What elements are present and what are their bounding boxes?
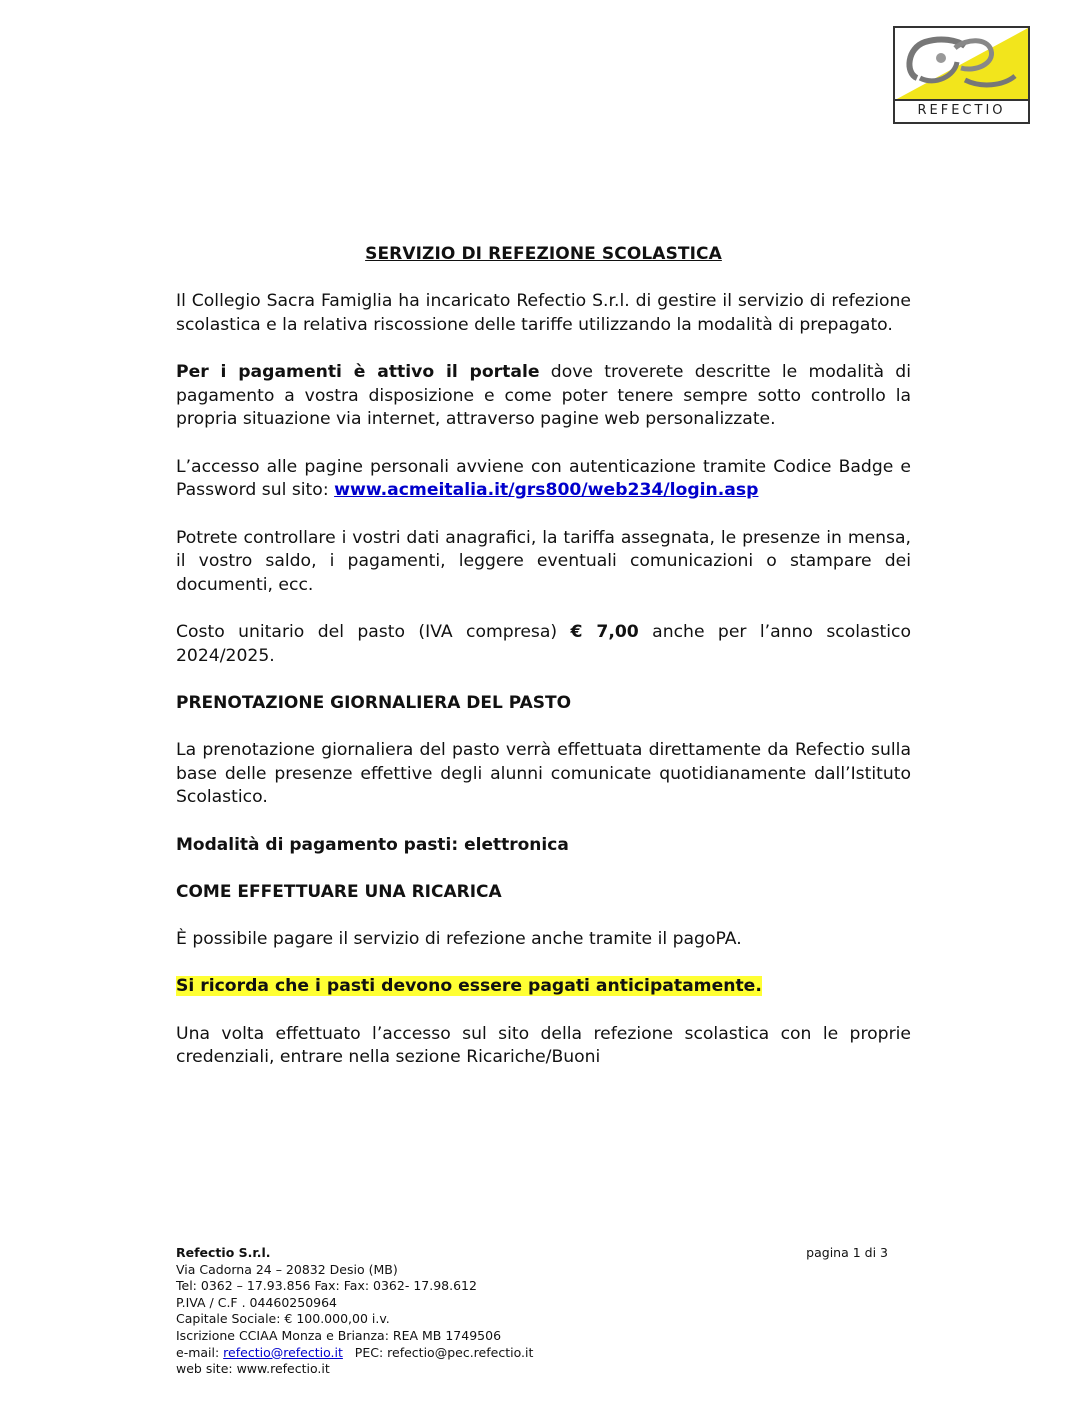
footer-capital: Capitale Sociale: € 100.000,00 i.v. (176, 1311, 390, 1327)
portal-emphasis: Per i pagamenti è attivo il portale (176, 362, 540, 382)
footer-phone: Tel: 0362 – 17.93.856 Fax: Fax: 0362- 17.98.612 (176, 1278, 477, 1294)
login-steps-paragraph: Una volta effettuato l’accesso sul sito della refezione scolastica con le proprie credenziali, entrare nella sezione Ricariche/Buoni (176, 1023, 911, 1067)
pagopa-paragraph: È possibile pagare il servizio di refezione anche tramite il pagoPA. (176, 928, 742, 949)
cost-text-before: Costo unitario del pasto (IVA compresa) (176, 622, 571, 642)
footer (176, 1245, 888, 1378)
logo-wordmark: REFECTIO (895, 99, 1028, 121)
recharge-heading: COME EFFETTUARE UNA RICARICA (176, 881, 502, 902)
footer-website: web site: www.refectio.it (176, 1361, 330, 1377)
booking-paragraph: La prenotazione giornaliera del pasto verrà effettuata direttamente da Refectio sulla base delle presenze effettive degli alunni comunicate quotidianamente dall’Istituto Scolastico. (176, 740, 911, 807)
meal-price: € 7,00 (570, 622, 639, 642)
logo-graphic-icon (895, 28, 1028, 100)
cost-paragraph (176, 621, 911, 668)
footer-vat: P.IVA / C.F . 04460250964 (176, 1294, 338, 1310)
controls-paragraph: Potrete controllare i vostri dati anagrafici, la tariffa assegnata, le presenze in mensa, il vostro saldo, i pagamenti, leggere eventuali comunicazioni o stampare dei documenti, ecc. (176, 527, 911, 595)
document-title: SERVIZIO DI REFEZIONE SCOLASTICA (365, 244, 722, 264)
letter-body (176, 243, 911, 1094)
booking-heading: PRENOTAZIONE GIORNALIERA DEL PASTO (176, 693, 572, 713)
refectio-logo (893, 26, 1030, 124)
footer-email-line (176, 1345, 888, 1362)
email-link[interactable]: refectio@refectio.it (223, 1344, 343, 1360)
portal-paragraph (176, 361, 911, 432)
footer-registry: Iscrizione CCIAA Monza e Brianza: REA MB 1749506 (176, 1327, 502, 1343)
intro-paragraph: Il Collegio Sacra Famiglia ha incaricato Refectio S.r.l. di gestire il servizio di refezione scolastica e la relativa riscossione delle tariffe utilizzando la modalità di prepagato. (176, 291, 911, 335)
cost-text-after: anche per l’anno scolastico 2024/2025. (176, 622, 912, 666)
footer-email-label: e-mail: (176, 1344, 224, 1360)
login-link[interactable]: www.acmeitalia.it/grs800/web234/login.asp (334, 480, 759, 500)
access-text: L’accesso alle pagine personali avviene con autenticazione tramite Codice Badge e Password sul sito: (176, 456, 911, 500)
reminder-paragraph (176, 975, 911, 999)
footer-address: Via Cadorna 24 – 20832 Desio (MB) (176, 1261, 398, 1277)
access-paragraph (176, 456, 911, 503)
footer-company: Refectio S.r.l. (176, 1245, 271, 1260)
reminder-highlight: Si ricorda che i pasti devono essere pagati anticipatamente. (176, 976, 762, 996)
footer-pec: PEC: refectio@pec.refectio.it (342, 1344, 534, 1360)
payment-mode-heading: Modalità di pagamento pasti: elettronica (176, 834, 569, 855)
page-number: pagina 1 di 3 (806, 1245, 888, 1260)
portal-text: dove troverete descritte le modalità di pagamento a vostra disposizione e come poter tenere sempre sotto controllo la propria situazione via internet, attraverso pagine web personalizzate. (176, 362, 911, 429)
